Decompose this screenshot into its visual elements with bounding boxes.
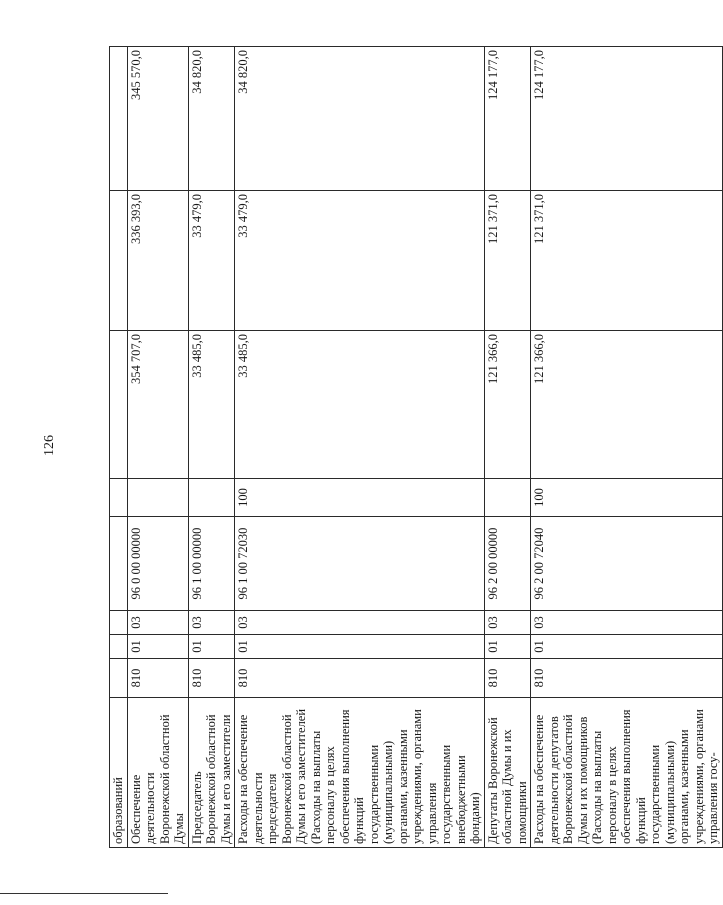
table-row [127, 47, 188, 848]
cell-ved: 810 [235, 659, 485, 698]
cell-pr: 03 [188, 611, 235, 635]
cell-rz: 01 [127, 635, 188, 659]
page-number: 126 [42, 435, 57, 456]
cell-value-2022: 124 177,0 [484, 47, 531, 191]
cell-value-2020: 121 366,0 [484, 331, 531, 479]
cell-csr: 96 0 00 00000 [127, 517, 188, 611]
cell-vr [110, 479, 128, 517]
cell-pr [110, 611, 128, 635]
table-row [110, 47, 128, 848]
cell-rz [110, 635, 128, 659]
cell-vr: 100 [531, 479, 723, 517]
cell-vr [484, 479, 531, 517]
cell-pr: 03 [484, 611, 531, 635]
table-row [235, 47, 485, 848]
cell-value-2022: 124 177,0 [531, 47, 723, 191]
cell-vr [188, 479, 235, 517]
cell-name: Обеспечение деятельности Воронежской областной Думы [127, 698, 188, 848]
cell-value-2021: 33 479,0 [235, 191, 485, 331]
cell-pr: 03 [127, 611, 188, 635]
cell-pr: 03 [531, 611, 723, 635]
cell-value-2021: 121 371,0 [484, 191, 531, 331]
cell-value-2020: 121 366,0 [531, 331, 723, 479]
cell-value-2022: 34 820,0 [188, 47, 235, 191]
cell-value-2021: 121 371,0 [531, 191, 723, 331]
cell-ved: 810 [188, 659, 235, 698]
table-row [188, 47, 235, 848]
table-row [531, 47, 723, 848]
cell-value-2022: 345 570,0 [127, 47, 188, 191]
cell-rz: 01 [484, 635, 531, 659]
cell-value-2020 [110, 331, 128, 479]
cell-pr: 03 [235, 611, 485, 635]
cell-rz: 01 [188, 635, 235, 659]
table-row [484, 47, 531, 848]
cell-ved: 810 [484, 659, 531, 698]
cell-value-2020: 33 485,0 [235, 331, 485, 479]
cell-csr: 96 1 00 00000 [188, 517, 235, 611]
cell-value-2020: 33 485,0 [188, 331, 235, 479]
cell-vr [127, 479, 188, 517]
cell-name: Расходы на обеспечение деятельности депутатов Воронежской областной Думы и их помощников (Расходы на выплаты персоналу в целях обеспечения выполнения функций государственными (муниципальными) органами, казенными учреждениями, органами управления госу- [531, 698, 723, 848]
cell-value-2021: 33 479,0 [188, 191, 235, 331]
cell-csr: 96 2 00 72040 [531, 517, 723, 611]
cell-ved: 810 [127, 659, 188, 698]
cell-rz: 01 [235, 635, 485, 659]
cell-name: Депутаты Воронежской областной Думы и их помощники [484, 698, 531, 848]
cell-csr [110, 517, 128, 611]
cell-value-2022: 34 820,0 [235, 47, 485, 191]
cell-name: образований [110, 698, 128, 848]
rotated-table-container [109, 47, 720, 848]
cell-csr: 96 1 00 72030 [235, 517, 485, 611]
footer-rule [0, 893, 168, 894]
cell-value-2021 [110, 191, 128, 331]
cell-rz: 01 [531, 635, 723, 659]
cell-vr: 100 [235, 479, 485, 517]
cell-value-2021: 336 393,0 [127, 191, 188, 331]
cell-name: Председатель Воронежской областной Думы и его заместители [188, 698, 235, 848]
cell-ved: 810 [531, 659, 723, 698]
cell-name: Расходы на обеспечение деятельности председателя Воронежской областной Думы и его заместителей (Расходы на выплаты персоналу в целях обеспечения выполнения функций государственными (муниципальными) органами, казенными учреждениями, органами управления государственными внебюджетными фондами) [235, 698, 485, 848]
cell-value-2020: 354 707,0 [127, 331, 188, 479]
cell-csr: 96 2 00 00000 [484, 517, 531, 611]
cell-ved [110, 659, 128, 698]
budget-table [109, 46, 723, 848]
cell-value-2022 [110, 47, 128, 191]
